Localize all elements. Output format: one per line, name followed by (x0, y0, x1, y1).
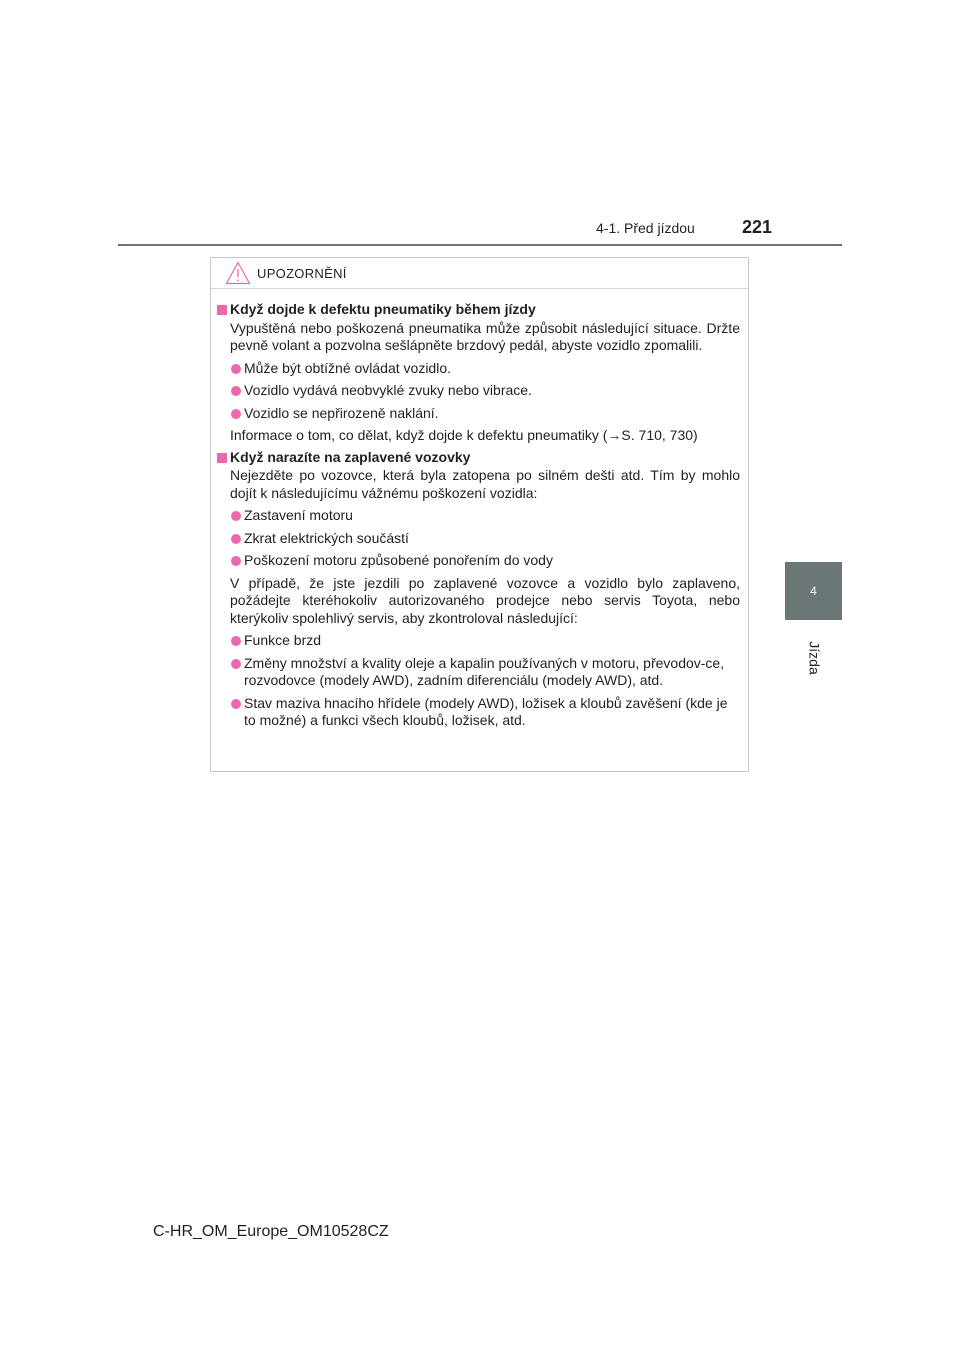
section-title: 4-1. Před jízdou (596, 220, 695, 236)
square-bullet-icon (217, 305, 227, 315)
list-item-text: Vozidlo se nepřirozeně naklání. (244, 404, 439, 421)
circle-bullet-icon (231, 636, 241, 646)
list-item (231, 382, 740, 400)
header-divider (118, 244, 842, 246)
warning-title: UPOZORNĚNÍ (257, 265, 347, 281)
circle-bullet-icon (231, 659, 241, 669)
list-item-text: Změny množství a kvality oleje a kapalin používaných v motoru, převodov-ce, rozvodovce (modely AWD), zadním diferenciálu (modely AWD), atd. (244, 654, 725, 688)
list-item-text: Vozidlo vydává neobvyklé zvuky nebo vibrace. (244, 382, 532, 398)
list-item-text: Může být obtížné ovládat vozidlo. (244, 359, 452, 376)
circle-bullet-icon (231, 556, 241, 566)
chapter-label (780, 628, 850, 688)
list-item (231, 552, 740, 570)
square-bullet-icon (217, 453, 227, 463)
circle-bullet-icon (231, 364, 241, 374)
chapter-tab (785, 562, 842, 620)
list-item (231, 507, 740, 525)
section-heading (217, 449, 740, 467)
circle-bullet-icon (231, 409, 241, 419)
paragraph: Nejezděte po vozovce, která byla zatopena po silném dešti atd. Tím by mohlo dojít k následujícímu vážnému poškození vozidla: (230, 467, 740, 501)
list-item (231, 405, 740, 423)
list-item-text: Zkrat elektrických součástí (244, 529, 409, 546)
list-item-text: Zastavení motoru (244, 507, 353, 523)
section-heading (217, 301, 740, 319)
warning-header (211, 258, 748, 289)
circle-bullet-icon (231, 386, 241, 396)
paragraph: Vypuštěná nebo poškozená pneumatika může způsobit následující situace. Držte pevně volant a pozvolna sešlápněte brzdový pedál, abyste vozidlo zpomalili. (230, 319, 740, 353)
page-number: 221 (742, 217, 773, 237)
list-item-text: Poškození motoru způsobené ponořením do vody (244, 552, 553, 568)
section-heading-text: Když dojde k defektu pneumatiky během jízdy (230, 301, 536, 317)
circle-bullet-icon (231, 511, 241, 521)
section-heading-text: Když narazíte na zaplavené vozovky (230, 448, 471, 465)
list-item (231, 360, 740, 378)
warning-box (210, 257, 749, 772)
chapter-label-text: Jízda (807, 641, 823, 675)
document-id: C-HR_OM_Europe_OM10528CZ (153, 1223, 389, 1240)
list-item (231, 530, 740, 548)
chapter-number: 4 (810, 584, 817, 598)
paragraph: V případě, že jste jezdili po zaplavené vozovce a vozidlo bylo zaplaveno, požádejte kteréhokoliv autorizovaného prodejce nebo servis Toyota, nebo kterýkoliv spolehlivý servis, aby zkontroloval následující: (230, 574, 740, 626)
list-item (231, 695, 740, 730)
warning-body (211, 289, 748, 730)
circle-bullet-icon (231, 699, 241, 709)
list-item (231, 655, 740, 690)
circle-bullet-icon (231, 534, 241, 544)
list-item (231, 632, 740, 650)
paragraph: Informace o tom, co dělat, když dojde k defektu pneumatiky (→S. 710, 730) (230, 427, 698, 443)
list-item-text: Stav maziva hnacího hřídele (modely AWD), ložisek a kloubů zavěšení (kde je to možné) a funkci všech kloubů, ložisek, atd. (244, 694, 728, 728)
warning-triangle-icon (225, 261, 251, 285)
list-item-text: Funkce brzd (244, 632, 322, 648)
